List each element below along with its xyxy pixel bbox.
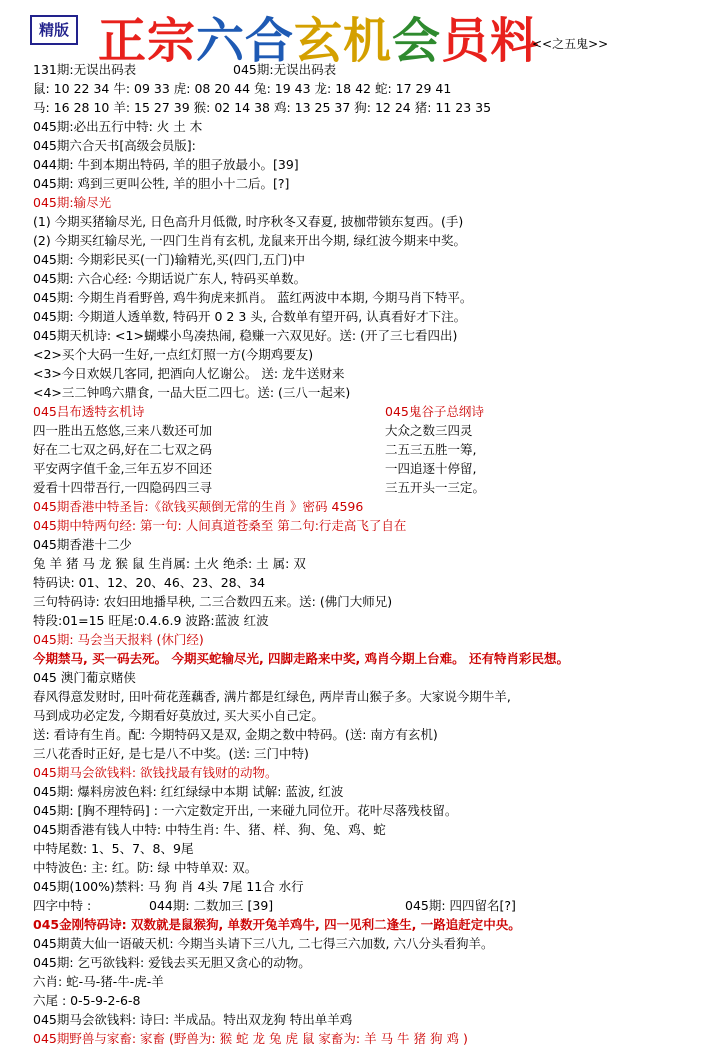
section-heading-lose-all: 045期:输尽光 [33, 195, 112, 210]
text-line: 中特波色: 主: 红。防: 绿 中特单双: 双。 [33, 860, 258, 875]
five-elements-line: 045期:必出五行中特: 火 土 木 [33, 119, 203, 134]
text-line: 三八花香时正好, 是七是八不中奖。(送: 三门中特) [33, 746, 309, 761]
text-line: 送: 看诗有生肖。配: 今期特码又是双, 金期之数中特码。(送: 南方有玄机) [33, 727, 438, 742]
four-char-row [33, 896, 693, 915]
guiguzi-poem-title: 045鬼谷子总纲诗 [385, 404, 484, 419]
poem-right-line: 三五开头一三定。 [385, 480, 486, 495]
title-part-5: 员料 [441, 13, 540, 69]
draw-table-title-2: 045期:无误出码表 [233, 62, 337, 77]
heaven-book-045: 045期: 鸡到三更叫公牲, 羊的胆小十二后。[?] [33, 176, 290, 191]
poem-left-line: 四一胜出五悠悠,三来八数还可加 [33, 423, 212, 438]
text-line: 045期(100%)禁料: 马 狗 肖 4头 7尾 11合 水行 [33, 879, 304, 894]
four-char-045: 045期: 四四留名[?] [405, 898, 516, 913]
four-char-label: 四字中特 : [33, 898, 92, 913]
text-line: 春风得意发财时, 田叶荷花莲藕香, 满片都是红绿色, 两岸青山猴子多。大家说今期牛羊, [33, 689, 511, 704]
poem-row [33, 459, 693, 478]
section-heading-horse-club: 045期: 马会当天报料 (休门经) [33, 632, 204, 647]
poem-right-line: 大众之数三四灵 [385, 423, 473, 438]
poem-row [33, 440, 693, 459]
warning-line: 今期禁马, 买一码去死。 今期买蛇输尽光, 四脚走路来中奖, 鸡肖今期上台难。 还有特肖彩民想。 [33, 651, 570, 666]
diamond-poem-line: 045金刚特码诗: 双数就是鼠猴狗, 单数开兔羊鸡牛, 四一见利二逢生, 一路追赶定中央。 [33, 917, 521, 932]
text-line: 045期: 六合心经: 今期话说广东人, 特码买单数。 [33, 271, 307, 286]
text-line: (1) 今期买猪输尽光, 日色高升月低微, 时序秋冬又春夏, 披枷带锁东复西。(手) [33, 214, 464, 229]
heaven-book-title: 045期六合天书[高级会员版]: [33, 138, 196, 153]
text-line: 045期: 今期彩民买(一门)输精光,买(四门,五门)中 [33, 252, 305, 267]
text-line: 045期: 今期道人透单数, 特码开 0 2 3 头, 合数单有望开码, 认真看好才下注。 [33, 309, 467, 324]
beasts-livestock-line: 045期野兽与家畜: 家畜 (野兽为: 猴 蛇 龙 兔 虎 鼠 家畜为: 羊 马 牛 猪 狗 鸡 ) [33, 1031, 468, 1046]
poem-row [33, 478, 693, 497]
poem-left-line: 好在二七双之码,好在二七双之码 [33, 442, 212, 457]
edition-badge: 精版 [30, 15, 78, 45]
text-line: 045期马会欲钱料: 诗曰: 半成品。特出双龙狗 特出单羊鸡 [33, 1012, 353, 1027]
section-heading-money-riddle: 045期马会欲钱料: 欲钱找最有钱财的动物。 [33, 765, 278, 780]
text-line: 045期香港十二少 [33, 537, 132, 552]
hk-decree-line: 045期香港中特圣旨:《欲钱买颠倒无常的生肖 》密码 4596 [33, 499, 364, 514]
text-line: 三句特码诗: 农妇田地播早秧, 二三合数四五来。送: (佛门大师兄) [33, 594, 393, 609]
document-body [33, 60, 693, 1048]
draw-table-header [33, 60, 693, 79]
poem-right-line: 二五三五胜一筹, [385, 442, 477, 457]
text-line: 兔 羊 猪 马 龙 猴 鼠 生肖属: 土火 绝杀: 土 属: 双 [33, 556, 306, 571]
zodiac-numbers-row-1: 鼠: 10 22 34 牛: 09 33 虎: 08 20 44 兔: 19 43 龙: 18 42 蛇: 17 29 41 [33, 81, 452, 96]
text-line: <3>今日欢娱几客同, 把酒向人忆谢公。 送: 龙牛送财来 [33, 366, 345, 381]
title-part-2: 六合 [196, 13, 295, 69]
text-line: <4>三二钟鸣六鼎食, 一品大臣二四七。送: (三八一起来) [33, 385, 351, 400]
text-line: 特段:01=15 旺尾:0.4.6.9 波路:蓝波 红波 [33, 613, 269, 628]
title-part-1: 正宗 [98, 13, 197, 69]
text-line: 045 澳门葡京赌侠 [33, 670, 136, 685]
text-line: 045期: 乞丐欲钱料: 爱钱去买无胆又贪心的动物。 [33, 955, 311, 970]
poem-left-line: 平安两字值千金,三年五岁不回还 [33, 461, 212, 476]
text-line: 045期天机诗: <1>蝴蝶小鸟凑热闹, 稳赚一六双见好。送: (开了三七看四出) [33, 328, 458, 343]
zodiac-numbers-row-2: 马: 16 28 10 羊: 15 27 39 猴: 02 14 38 鸡: 13 25 37 狗: 12 24 猪: 11 23 35 [33, 100, 492, 115]
text-line: <2>买个大码一生好,一点红灯照一方(今期鸡要友) [33, 347, 314, 362]
lubu-poem-title: 045吕布透特玄机诗 [33, 404, 145, 419]
text-line: 特码诀: 01、12、20、46、23、28、34 [33, 575, 266, 590]
text-line: 中特尾数: 1、5、7、8、9尾 [33, 841, 194, 856]
text-line: 045期: 今期生肖看野兽, 鸡牛狗虎来抓肖。 蓝红两波中本期, 今期马肖下特平。 [33, 290, 473, 305]
poem-left-line: 爱看十四带吾行,一四隐码四三寻 [33, 480, 212, 495]
text-line: 马到成功必定发, 今期看好莫放过, 买大买小自己定。 [33, 708, 324, 723]
text-line: 045期香港有钱人中特: 中特生肖: 牛、猪、样、狗、兔、鸡、蛇 [33, 822, 386, 837]
four-char-044: 044期: 二数加三 [39] [149, 898, 274, 913]
draw-table-title-1: 131期:无误出码表 [33, 62, 137, 77]
text-line: 六肖: 蛇-马-猪-牛-虎-羊 [33, 974, 164, 989]
two-sentence-line: 045期中特两句经: 第一句: 人间真道苍桑至 第二句:行走高飞了自在 [33, 518, 407, 533]
poem-right-line: 一四追逐十停留, [385, 461, 477, 476]
heaven-book-044: 044期: 牛到本期出特码, 羊的胆子放最小。[39] [33, 157, 299, 172]
text-line: 045期: [胸不理特码] : 一六定数定开出, 一来碰九同位开。花叶尽落残枝留。 [33, 803, 458, 818]
text-line: 045期: 爆料房波色料: 红红绿绿中本期 试解: 蓝波, 红波 [33, 784, 344, 799]
text-line: 六尾 : 0-5-9-2-6-8 [33, 993, 141, 1008]
subtitle: <<之五鬼>> [532, 37, 609, 51]
text-line: 045期黄大仙一语破天机: 今期当头请下三八九, 二七得三六加数, 六八分头看狗羊。 [33, 936, 494, 951]
title-part-4: 会 [392, 13, 442, 69]
poem-titles [33, 402, 693, 421]
title-part-3: 玄机 [294, 13, 393, 69]
text-line: (2) 今期买红输尽光, 一四门生肖有玄机, 龙鼠来开出今期, 绿红波今期来中奖。 [33, 233, 467, 248]
poem-row [33, 421, 693, 440]
